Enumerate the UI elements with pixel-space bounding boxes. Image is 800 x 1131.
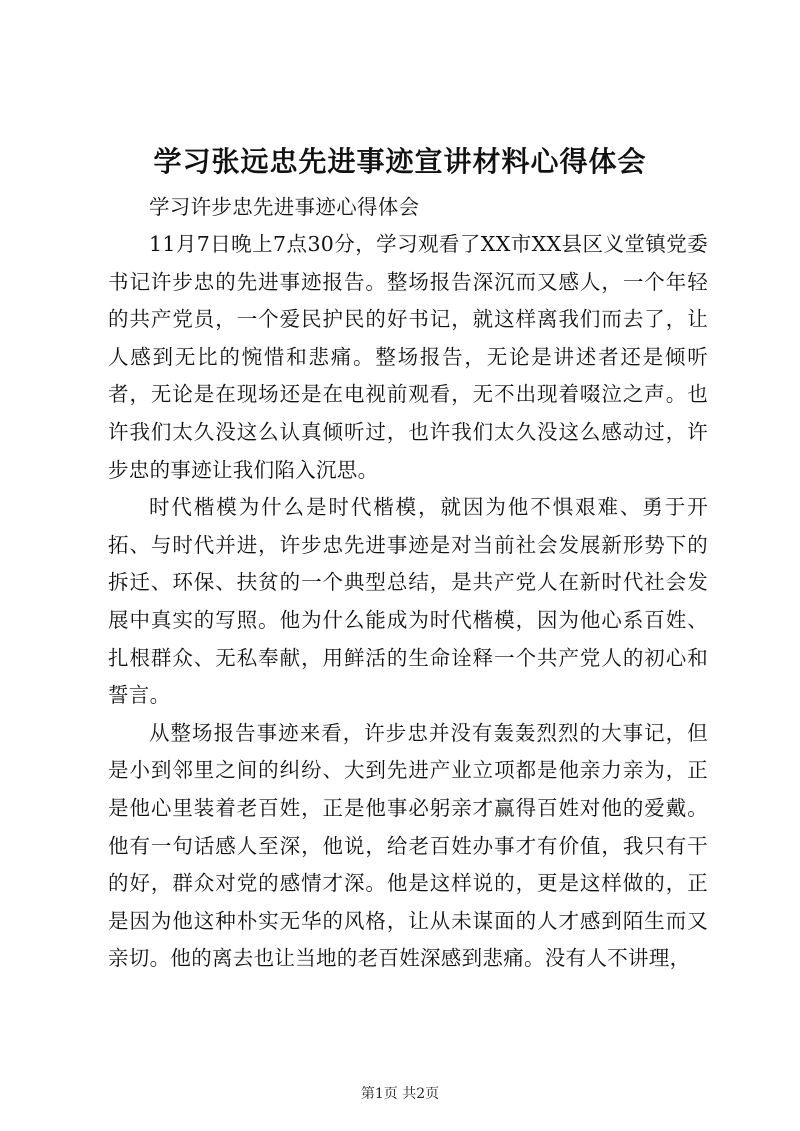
- document-body: [108, 188, 708, 978]
- paragraph-1: 11月7日晚上7点30分，学习观看了XX市XX县区义堂镇党委书记许步忠的先进事迹报告。整场报告深沉而又感人，一个年轻的共产党员，一个爱民护民的好书记，就这样离我们而去了，让人感到无比的惋惜和悲痛。整场报告，无论是讲述者还是倾听者，无论是在现场还是在电视前观看，无不出现着啜泣之声。也许我们太久没这么认真倾听过，也许我们太久没这么感动过，许步忠的事迹让我们陷入沉思。: [108, 232, 708, 482]
- paragraph-3: 从整场报告事迹来看，许步忠并没有轰轰烈烈的大事记，但是小到邻里之间的纠纷、大到先进产业立项都是他亲力亲为，正是他心里装着老百姓，正是他事必躬亲才赢得百姓对他的爱戴。他有一句话感人至深，他说，给老百姓办事才有价值，我只有干的好，群众对党的感情才深。他是这样说的，更是这样做的，正是因为他这种朴实无华的风格，让从未谋面的人才感到陌生而又亲切。他的离去也让当地的老百姓深感到悲痛。没有人不讲理，: [108, 720, 708, 971]
- paragraph-2: 时代楷模为什么是时代楷模，就因为他不惧艰难、勇于开拓、与时代并进，许步忠先进事迹是对当前社会发展新形势下的拆迁、环保、扶贫的一个典型总结，是共产党人在新时代社会发展中真实的写照。他为什么能成为时代楷模，因为他心系百姓、扎根群众、无私奉献，用鲜活的生命诠释一个共产党人的初心和誓言。: [108, 495, 708, 708]
- document-title: 学习张远忠先进事迹宣讲材料心得体会: [153, 145, 647, 178]
- paragraph-subtitle: 学习许步忠先进事迹心得体会: [149, 195, 420, 219]
- page-footer: 第1页 共2页: [360, 1086, 440, 1102]
